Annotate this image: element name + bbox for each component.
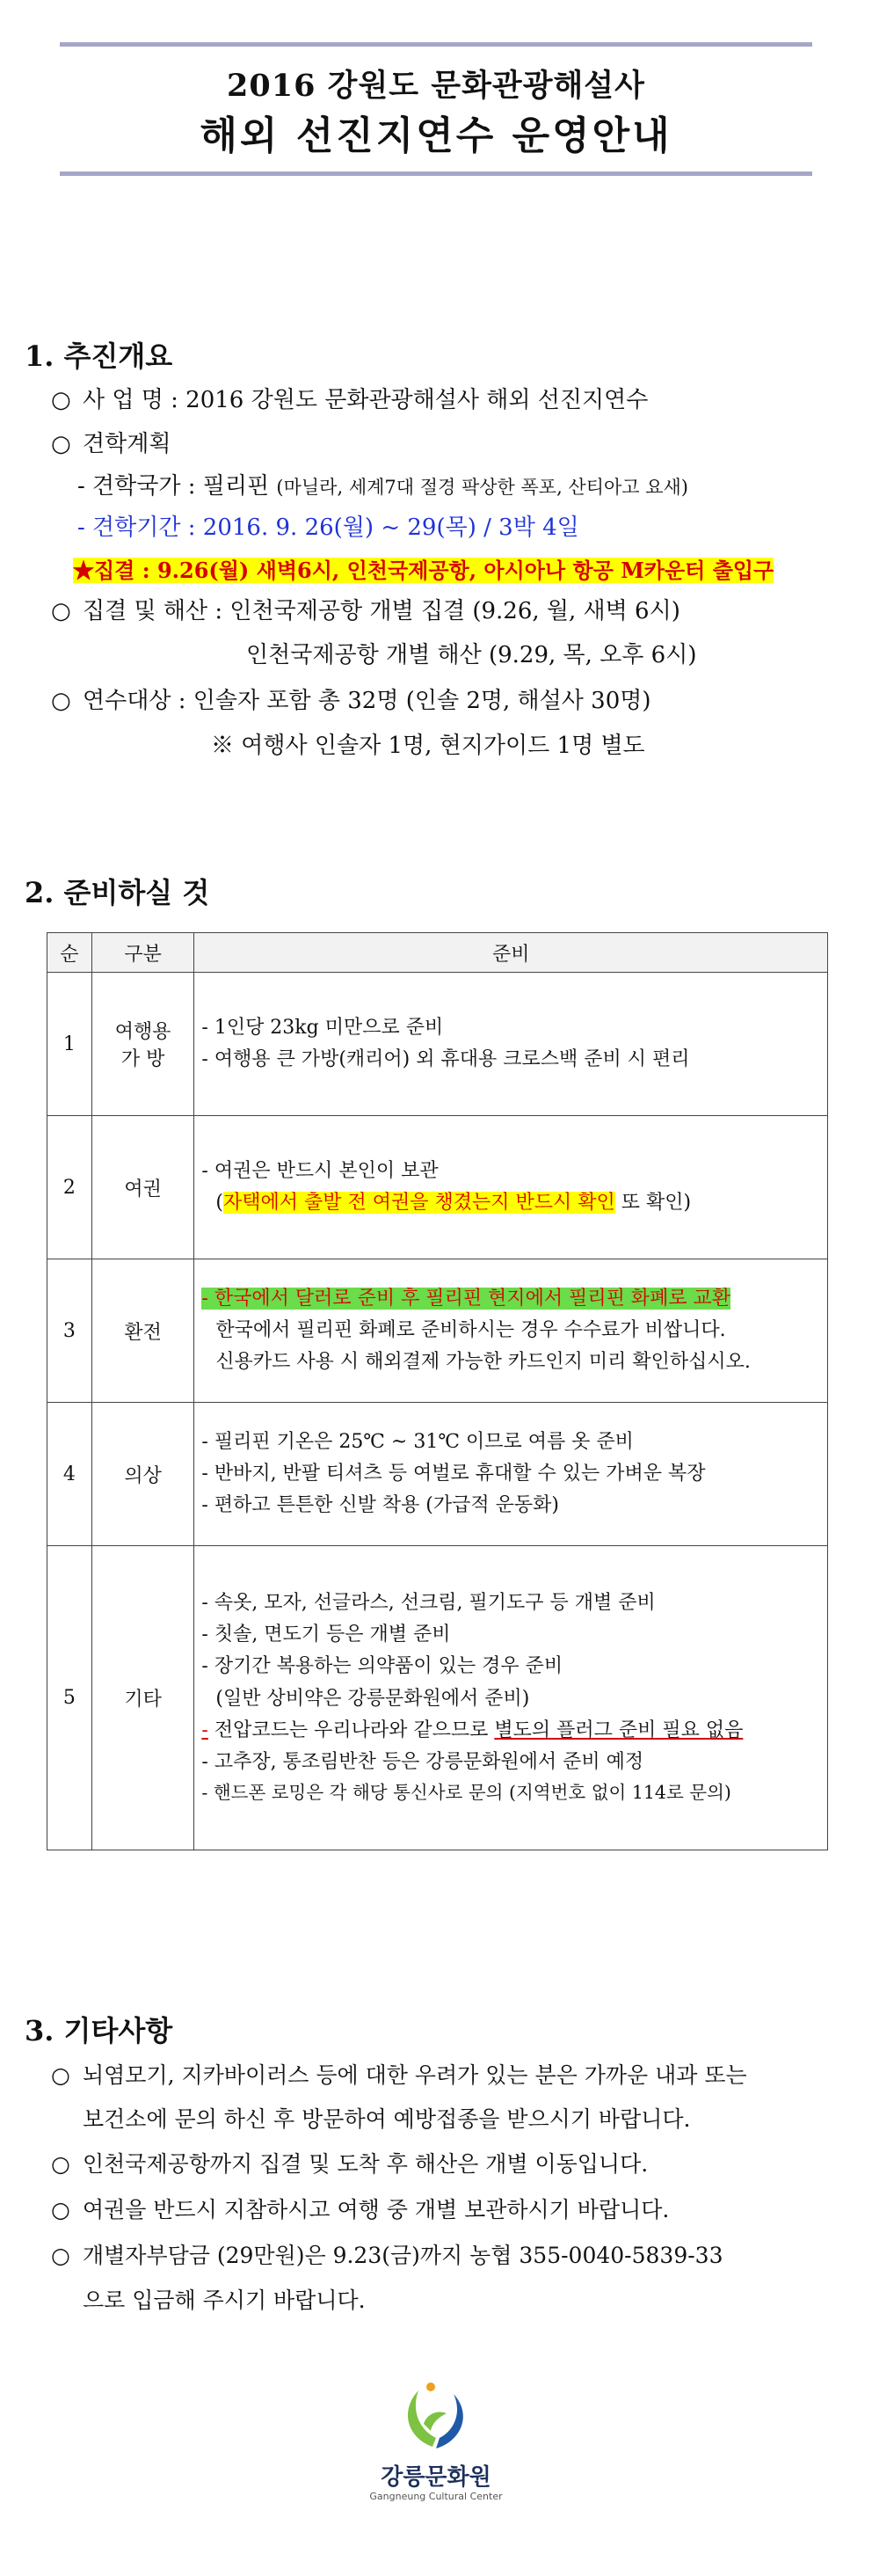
prep-table-header xyxy=(47,933,828,973)
prep-line: - 칫솔, 면도기 등은 개별 준비 xyxy=(201,1624,451,1646)
table-row xyxy=(47,1546,828,1850)
overview-project xyxy=(51,387,648,414)
row-prep xyxy=(194,973,828,1116)
row-prep xyxy=(194,1259,828,1403)
doc-title-line2: 해외 선진지연수 운영안내 xyxy=(200,113,672,158)
paren-open: ( xyxy=(215,1192,223,1214)
row-category xyxy=(91,973,194,1116)
overview-plan-label: 견학계획 xyxy=(83,431,171,457)
overview-country-detail: (마닐라, 세계7대 절경 팍상한 폭포, 산티아고 요새) xyxy=(276,477,689,498)
prep-table xyxy=(47,932,828,1850)
prep-line xyxy=(201,1187,820,1219)
prep-line: - 고추장, 통조림반찬 등은 강릉문화원에서 준비 예정 xyxy=(201,1751,644,1774)
row-category-line2: 가 방 xyxy=(120,1048,165,1070)
prep-line: - 여행용 큰 가방(캐리어) 외 휴대용 크로스백 준비 시 편리 xyxy=(201,1048,690,1070)
etc-item xyxy=(51,2197,669,2223)
etc-item xyxy=(51,2243,723,2269)
prep-line: 신용카드 사용 시 해외결제 가능한 카드인지 미리 확인하십시오. xyxy=(215,1351,751,1374)
etc-item1-line2: 보건소에 문의 하신 후 방문하여 예방접종을 받으시기 바랍니다. xyxy=(83,2106,691,2132)
prep-line: - 반바지, 반팔 티셔츠 등 여벌로 휴대할 수 있는 가벼운 복장 xyxy=(201,1462,706,1485)
prep-line: - 1인당 23kg 미만으로 준비 xyxy=(201,1016,444,1039)
paren-close: 또 확인) xyxy=(614,1192,692,1214)
plug-underline: 별도의 플러그 준비 필요 없음 xyxy=(494,1719,744,1741)
passport-highlight: 자택에서 출발 전 여권을 챙겼는지 반드시 확인 xyxy=(222,1192,615,1214)
etc-item2: 인천국제공항까지 집결 및 도착 후 해산은 개별 이동입니다. xyxy=(83,2151,649,2177)
prep-line: - 장기간 복용하는 의약품이 있는 경우 준비 xyxy=(201,1655,563,1678)
overview-gather-line1: 집결 및 해산 : 인천국제공항 개별 집결 (9.26, 월, 새벽 6시) xyxy=(83,598,680,624)
prep-line: - 핸드폰 로밍은 각 해당 통신사로 문의 (지역번호 없이 114로 문의) xyxy=(201,1782,731,1804)
row-category-line1: 여행용 xyxy=(114,1021,171,1043)
org-name-en: Gangneung Cultural Center xyxy=(369,2491,503,2502)
etc-item xyxy=(51,2151,648,2178)
row-no: 4 xyxy=(47,1403,92,1546)
section-heading-overview: 1. 추진개요 xyxy=(25,339,173,373)
table-row xyxy=(47,1116,828,1259)
red-dash: - xyxy=(201,1719,208,1741)
overview-project-text: 사 업 명 : 2016 강원도 문화관광해설사 해외 선진지연수 xyxy=(83,387,649,413)
overview-target-line1: 연수대상 : 인솔자 포함 총 32명 (인솔 2명, 해설사 30명) xyxy=(83,688,651,714)
row-no: 2 xyxy=(47,1116,92,1259)
table-row xyxy=(47,973,828,1116)
row-prep xyxy=(194,1546,828,1850)
overview-period: - 견학기간 : 2016. 9. 26(월) ~ 29(목) / 3박 4일 xyxy=(77,514,579,541)
bullet-icon: ○ xyxy=(51,2062,70,2088)
section-heading-etc: 3. 기타사항 xyxy=(25,2014,173,2047)
header-no: 순 xyxy=(47,933,92,973)
row-no: 3 xyxy=(47,1259,92,1403)
bullet-icon: ○ xyxy=(51,598,71,624)
row-category: 기타 xyxy=(91,1546,194,1850)
header-category: 구분 xyxy=(91,933,194,973)
title-bottom-rule xyxy=(60,171,812,176)
bullet-icon: ○ xyxy=(51,387,71,413)
doc-title-line1: 2016 강원도 문화관광해설사 xyxy=(227,68,645,104)
bullet-icon: ○ xyxy=(51,2151,70,2177)
row-prep xyxy=(194,1116,828,1259)
voltage-text: 전압코드는 우리나라와 같으므로 xyxy=(207,1719,495,1741)
overview-country-label: - 견학국가 : 필리핀 xyxy=(77,473,270,500)
overview-assembly-notice xyxy=(73,558,774,585)
table-row xyxy=(47,1403,828,1546)
prep-line: - 필리핀 기온은 25℃ ~ 31℃ 이므로 여름 옷 준비 xyxy=(201,1430,634,1453)
prep-line: - 편하고 튼튼한 신발 착용 (가급적 운동화) xyxy=(201,1494,559,1517)
prep-line: (일반 상비약은 강릉문화원에서 준비) xyxy=(215,1687,530,1710)
overview-plan xyxy=(51,431,171,458)
overview-target-note: ※ 여행사 인솔자 1명, 현지가이드 1명 별도 xyxy=(211,733,645,759)
assembly-highlight: ★집결 : 9.26(월) 새벽6시, 인천국제공항, 아시아나 항공 M카운터 출입구 xyxy=(73,558,774,583)
title-top-rule xyxy=(60,42,812,47)
table-row xyxy=(47,1259,828,1403)
bullet-icon: ○ xyxy=(51,688,71,714)
etc-item4-line1: 개별자부담금 (29만원)은 9.23(금)까지 농협 355-0040-5839-33 xyxy=(83,2243,723,2268)
overview-country xyxy=(77,473,688,500)
overview-target xyxy=(51,688,651,715)
row-no: 1 xyxy=(47,973,92,1116)
logo-blue-leaf xyxy=(436,2394,463,2448)
prep-line: 한국에서 필리핀 화폐로 준비하시는 경우 수수료가 비쌉니다. xyxy=(215,1318,726,1341)
prep-line: - 여권은 반드시 본인이 보관 xyxy=(201,1159,439,1182)
overview-gather-line2: 인천국제공항 개별 해산 (9.29, 목, 오후 6시) xyxy=(246,642,697,668)
overview-gather xyxy=(51,598,680,625)
row-no: 5 xyxy=(47,1546,92,1850)
prep-line xyxy=(201,1715,820,1747)
row-category: 여권 xyxy=(91,1116,194,1259)
bullet-icon: ○ xyxy=(51,431,71,457)
gangneung-culture-logo-icon xyxy=(392,2375,480,2454)
etc-item4-line2: 으로 입금해 주시기 바랍니다. xyxy=(83,2288,366,2313)
logo-inner-leaf xyxy=(424,2412,447,2432)
bullet-icon: ○ xyxy=(51,2197,70,2222)
bullet-icon: ○ xyxy=(51,2243,70,2268)
section-heading-prep: 2. 준비하실 것 xyxy=(25,876,210,909)
exchange-highlight: - 한국에서 달러로 준비 후 필리핀 현지에서 필리핀 화폐로 교환 xyxy=(201,1287,731,1310)
row-prep xyxy=(194,1403,828,1546)
etc-item1-line1: 뇌염모기, 지카바이러스 등에 대한 우려가 있는 분은 가까운 내과 또는 xyxy=(83,2062,747,2088)
row-category: 환전 xyxy=(91,1259,194,1403)
header-prep: 준비 xyxy=(194,933,828,973)
prep-line: - 속옷, 모자, 선글라스, 선크림, 필기도구 등 개별 준비 xyxy=(201,1591,656,1614)
logo-dot xyxy=(426,2383,435,2391)
etc-item xyxy=(51,2062,747,2089)
org-name: 강릉문화원 xyxy=(381,2464,491,2491)
etc-item3: 여권을 반드시 지참하시고 여행 중 개별 보관하시기 바랍니다. xyxy=(83,2197,670,2222)
row-category: 의상 xyxy=(91,1403,194,1546)
prep-line xyxy=(201,1283,820,1315)
